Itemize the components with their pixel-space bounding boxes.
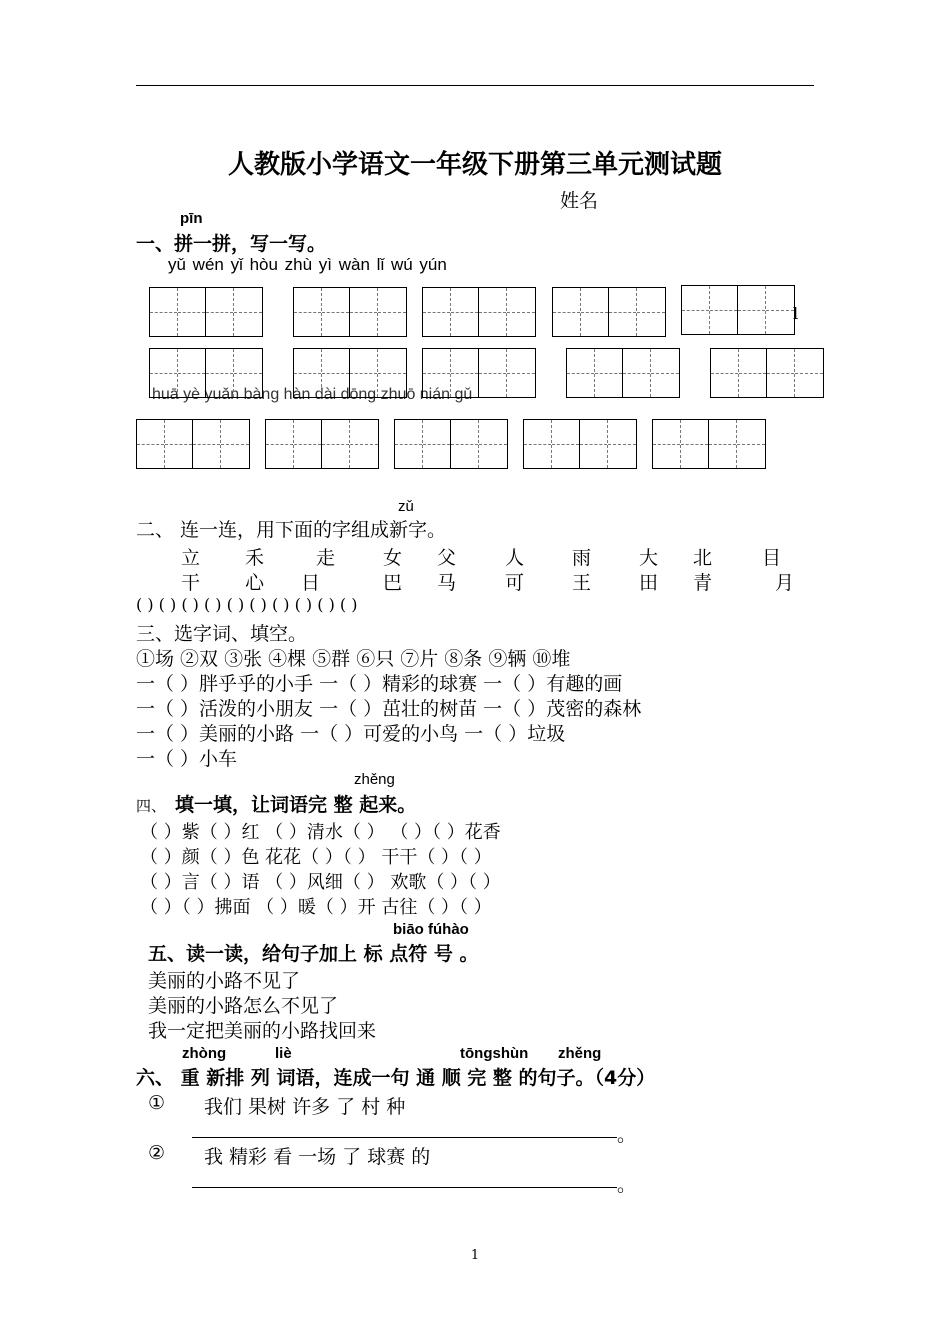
s2-row2 bbox=[0, 568, 950, 594]
s5-heading: 五、读一读，给句子加上 标 点符 号 。 bbox=[148, 943, 479, 965]
s1-stray-char: l bbox=[793, 304, 799, 323]
s3-line: 一（ ）胖乎乎的小手 一（ ）精彩的球赛 一（ ）有趣的画 bbox=[136, 673, 623, 695]
answer-line[interactable] bbox=[192, 1187, 617, 1188]
s4-row: （ ）紫（ ）红 （ ）清水（ ） （ ）（ ）花香 bbox=[140, 822, 501, 843]
char: 大 bbox=[639, 547, 659, 569]
char: 人 bbox=[505, 547, 525, 569]
char: 目 bbox=[762, 547, 782, 569]
s5-sentence: 我一定把美丽的小路找回来 bbox=[148, 1020, 377, 1042]
char: 干 bbox=[181, 572, 201, 594]
s6-ruby: zhěng bbox=[558, 1045, 602, 1062]
writing-grid[interactable] bbox=[566, 348, 680, 398]
s4-ruby: zhěng bbox=[354, 771, 395, 788]
s3-line: 一（ ）活泼的小朋友 一（ ）茁壮的树苗 一（ ）茂密的森林 bbox=[136, 698, 642, 720]
s3-options: ①场 ②双 ③张 ④棵 ⑤群 ⑥只 ⑦片 ⑧条 ⑨辆 ⑩堆 bbox=[136, 648, 571, 670]
s3-heading: 三、选字词、填空。 bbox=[136, 623, 308, 645]
char: 女 bbox=[383, 547, 403, 569]
s6-q2-words: 我 精彩 看 一场 了 球赛 的 bbox=[204, 1146, 431, 1168]
s1-ruby: pīn bbox=[180, 210, 203, 227]
char: 可 bbox=[505, 572, 525, 594]
end-mark: 。 bbox=[617, 1174, 637, 1196]
writing-grid[interactable] bbox=[394, 419, 508, 469]
writing-grid[interactable] bbox=[552, 287, 666, 337]
s5-sentence: 美丽的小路怎么不见了 bbox=[148, 995, 339, 1017]
char: 雨 bbox=[572, 547, 592, 569]
s2-ruby: zǔ bbox=[398, 498, 414, 515]
s6-ruby: liè bbox=[275, 1045, 292, 1062]
char: 月 bbox=[775, 572, 795, 594]
char: 心 bbox=[245, 572, 265, 594]
s1-heading: 一、拼一拼，写一写。 bbox=[136, 233, 327, 255]
char: 走 bbox=[316, 547, 336, 569]
s6-ruby: zhòng bbox=[182, 1045, 227, 1062]
writing-grid[interactable] bbox=[293, 287, 407, 337]
page-number: 1 bbox=[470, 1248, 480, 1263]
char: 北 bbox=[693, 547, 713, 569]
writing-grid[interactable] bbox=[422, 287, 536, 337]
s1-faint-row: huā yè yuǎn bàng hàn dài dōng zhuō nián gǔ bbox=[152, 386, 473, 403]
s6-heading: 六、 重 新排 列 词语，连成一句 通 顺 完 整 的句子。（4分） bbox=[136, 1067, 656, 1089]
page-title: 人教版小学语文一年级下册第三单元测试题 bbox=[227, 150, 722, 180]
writing-grid[interactable] bbox=[422, 348, 536, 398]
s6-q1-words: 我们 果树 许多 了 村 种 bbox=[204, 1096, 406, 1118]
s6-q2-num: ② bbox=[148, 1142, 166, 1164]
s3-line: 一（ ）小车 bbox=[136, 748, 238, 770]
writing-grid[interactable] bbox=[136, 419, 250, 469]
s4-num: 四、 bbox=[136, 797, 167, 815]
s6-ruby: tōngshùn bbox=[460, 1045, 529, 1062]
char: 田 bbox=[639, 572, 659, 594]
s1-pinyin-row: yǔ wén yǐ hòu zhù yì wàn lǐ wú yún bbox=[168, 255, 447, 274]
writing-grid[interactable] bbox=[293, 348, 407, 398]
char: 禾 bbox=[245, 547, 265, 569]
s6-q1-num: ① bbox=[148, 1092, 166, 1114]
s3-line: 一（ ）美丽的小路 一（ ）可爱的小鸟 一（ ）垃圾 bbox=[136, 723, 566, 745]
writing-grid[interactable] bbox=[652, 419, 766, 469]
writing-grid[interactable] bbox=[149, 287, 263, 337]
writing-grid[interactable] bbox=[710, 348, 824, 398]
s2-row1 bbox=[0, 543, 950, 569]
s4-row: （ ）言（ ）语 （ ）风细（ ） 欢歌（ ）（ ） bbox=[140, 872, 501, 893]
char: 巴 bbox=[383, 572, 403, 594]
s5-ruby: biāo fúhào bbox=[393, 921, 469, 938]
s4-heading: 填一填，让词语完 整 起来。 bbox=[175, 794, 417, 816]
char: 马 bbox=[437, 572, 457, 594]
char: 父 bbox=[437, 547, 457, 569]
char: 立 bbox=[181, 547, 201, 569]
char: 青 bbox=[693, 572, 713, 594]
s5-sentence: 美丽的小路不见了 bbox=[148, 970, 301, 992]
writing-grid[interactable] bbox=[265, 419, 379, 469]
char: 王 bbox=[572, 572, 592, 594]
header-rule bbox=[136, 85, 814, 86]
writing-grid[interactable] bbox=[523, 419, 637, 469]
s4-row: （ ）颜（ ）色 花花（ ）（ ） 干干（ ）（ ） bbox=[140, 847, 492, 868]
s2-paren-row: ( ) ( ) ( ) ( ) ( ) ( ) ( ) ( ) ( ) ( ) bbox=[136, 595, 358, 614]
char: 日 bbox=[301, 572, 321, 594]
answer-line[interactable] bbox=[192, 1137, 617, 1138]
end-mark: 。 bbox=[617, 1124, 637, 1146]
name-label: 姓名 bbox=[560, 190, 599, 212]
s2-heading: 二、 连一连，用下面的字组成新字。 bbox=[136, 519, 447, 541]
s4-row: （ ）（ ）拂面 （ ）暖（ ）开 古往（ ）（ ） bbox=[140, 897, 492, 918]
writing-grid[interactable] bbox=[681, 285, 795, 335]
writing-grid[interactable] bbox=[149, 348, 263, 398]
